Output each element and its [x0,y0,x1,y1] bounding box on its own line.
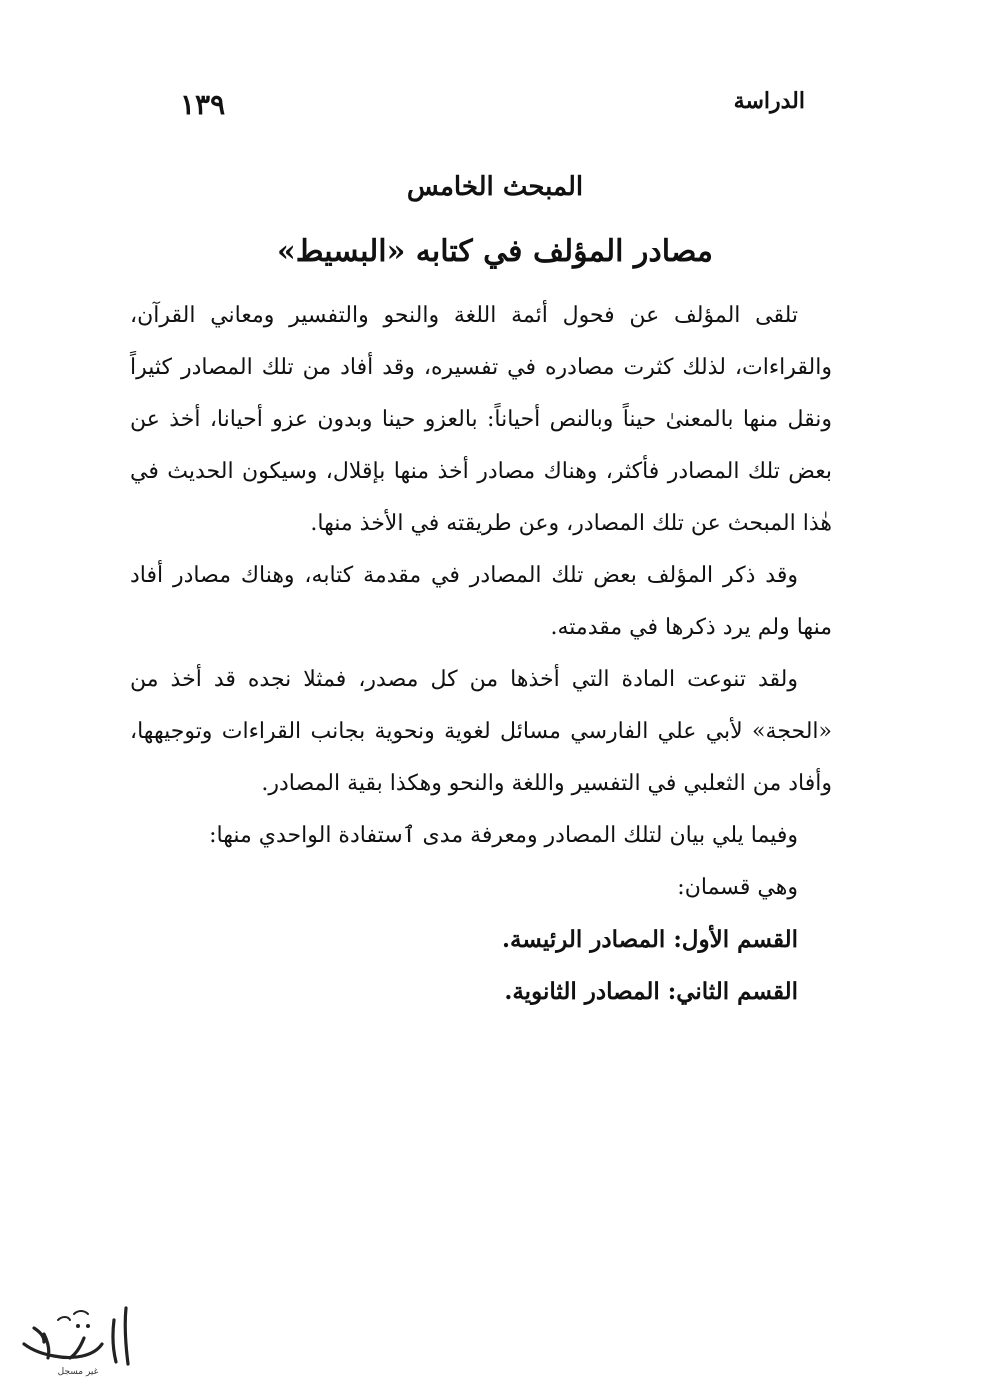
division-list [130,914,832,1018]
paragraph: وفيما يلي بيان لتلك المصادر ومعرفة مدى ٱستفادة الواحدي منها: [209,823,798,848]
division-item: القسم الأول: المصادر الرئيسة. [502,926,798,953]
publisher-logo [14,1298,142,1380]
paragraph: وقد ذكر المؤلف بعض تلك المصادر في مقدمة كتابه، وهناك مصادر أفاد منها ولم يرد ذكرها في مقدمته. [130,563,832,640]
logo-caption: غير مسجل [57,1367,99,1377]
division-item: القسم الثاني: المصادر الثانوية. [504,978,798,1005]
paragraph: تلقى المؤلف عن فحول أئمة اللغة والنحو والتفسير ومعاني القرآن، والقراءات، لذلك كثرت مصادره في تفسيره، وقد أفاد من تلك المصادر كثيراً ونقل منها بالمعنىٰ حيناً وبالنص أحياناً: بالعزو حينا وبدون عزو أحيانا، أخذ عن بعض تلك المصادر فأكثر، وهناك مصادر أخذ منها بإقلال، وسيكون الحديث في هٰذا المبحث عن تلك المصادر، وعن طريقته في الأخذ منها. [130,303,832,536]
page-number: ١٣٩ [180,88,226,121]
section-subtitle: مصادر المؤلف في كتابه «البسيط» [277,234,713,269]
paragraph: وهي قسمان: [677,875,798,900]
section-heading: المبحث الخامس [406,172,584,202]
body-text [130,290,832,1018]
paragraph: ولقد تنوعت المادة التي أخذها من كل مصدر، فمثلا نجده قد أخذ من «الحجة» لأبي علي الفارسي مسائل لغوية ونحوية بجانب القراءات وتوجيهها، وأفاد من الثعلبي في التفسير واللغة والنحو وهكذا بقية المصادر. [130,667,832,796]
running-title: الدراسة [733,88,805,114]
